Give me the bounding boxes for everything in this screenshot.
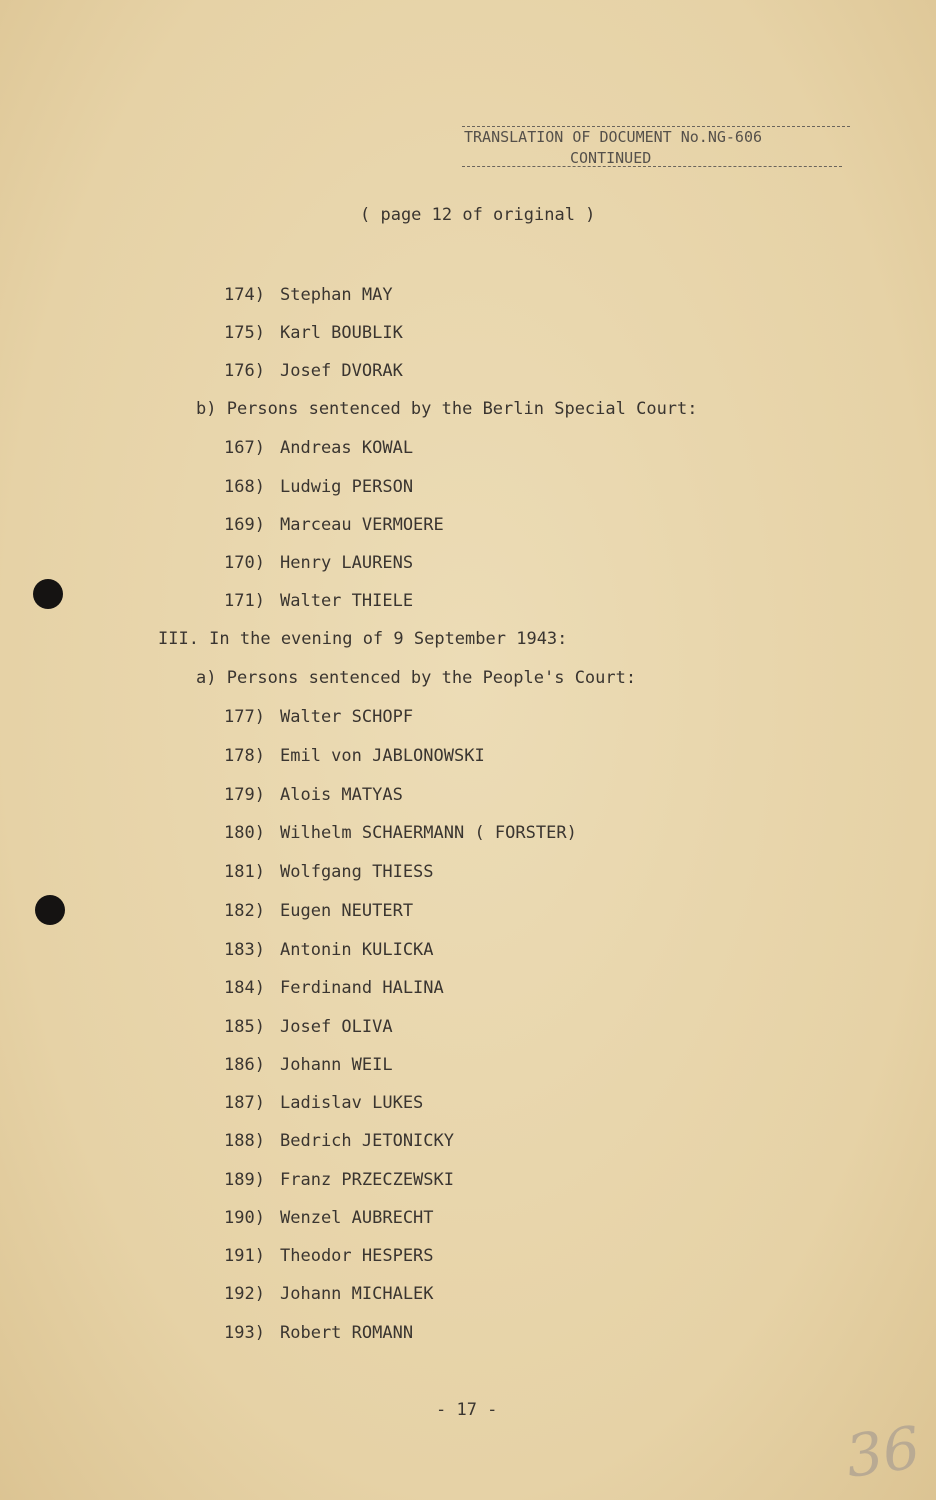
list-item: [224, 1207, 434, 1229]
section-iii-heading: III. In the evening of 9 September 1943:: [158, 629, 568, 649]
punch-hole-upper: [33, 579, 63, 609]
header-bottom-rule: [462, 166, 842, 167]
list-item: [224, 1016, 393, 1038]
list-item: [224, 939, 434, 961]
entry-number: 193): [224, 1323, 265, 1343]
list-item: [224, 745, 485, 767]
list-item: [224, 1054, 393, 1076]
entry-number: 175): [224, 323, 265, 343]
list-item: [224, 1130, 454, 1152]
entry-number: 191): [224, 1246, 265, 1266]
entry-number: 169): [224, 515, 265, 535]
entry-number: 179): [224, 785, 265, 805]
list-item: [224, 476, 413, 498]
entry-number: 181): [224, 862, 265, 882]
entry-number: 170): [224, 553, 265, 573]
entry-name: Bedrich JETONICKY: [280, 1131, 454, 1151]
header-title: TRANSLATION OF DOCUMENT No.NG-606: [464, 128, 763, 146]
list-item: [224, 1169, 454, 1191]
header-top-rule: [462, 126, 850, 127]
entry-name: Eugen NEUTERT: [280, 901, 414, 921]
list-item: [224, 514, 444, 536]
entry-name: Walter THIELE: [280, 591, 414, 611]
entry-number: 190): [224, 1208, 265, 1228]
list-item: [224, 322, 403, 344]
entry-name: Ferdinand HALINA: [280, 978, 444, 998]
entry-name: Johann WEIL: [280, 1055, 393, 1075]
entry-name: Stephan MAY: [280, 285, 393, 305]
list-item: [224, 784, 403, 806]
entry-number: 185): [224, 1017, 265, 1037]
handwritten-page-mark: 36: [841, 1413, 925, 1491]
entry-name: Walter SCHOPF: [280, 707, 414, 727]
list-item: [224, 1092, 423, 1114]
entry-name: Karl BOUBLIK: [280, 323, 403, 343]
entry-name: Josef OLIVA: [280, 1017, 393, 1037]
entry-number: 187): [224, 1093, 265, 1113]
entry-number: 182): [224, 901, 265, 921]
entry-name: Franz PRZECZEWSKI: [280, 1170, 454, 1190]
entry-name: Wenzel AUBRECHT: [280, 1208, 434, 1228]
entry-name: Henry LAURENS: [280, 553, 414, 573]
list-item: [224, 590, 413, 612]
entry-number: 183): [224, 940, 265, 960]
section-a-heading: a) Persons sentenced by the People's Court:: [196, 668, 637, 688]
entry-number: 184): [224, 978, 265, 998]
list-item: [224, 822, 577, 844]
entry-name: Johann MICHALEK: [280, 1284, 434, 1304]
list-item: [224, 1322, 413, 1344]
entry-number: 176): [224, 361, 265, 381]
entry-number: 167): [224, 438, 265, 458]
entry-name: Theodor HESPERS: [280, 1246, 434, 1266]
list-item: [224, 552, 413, 574]
entry-number: 174): [224, 285, 265, 305]
entry-name: Wolfgang THIESS: [280, 862, 434, 882]
punch-hole-lower: [35, 895, 65, 925]
entry-number: 180): [224, 823, 265, 843]
entry-name: Ludwig PERSON: [280, 477, 414, 497]
entry-name: Wilhelm SCHAERMANN ( FORSTER): [280, 823, 577, 843]
list-item: [224, 861, 434, 883]
entry-number: 171): [224, 591, 265, 611]
list-item: [224, 900, 413, 922]
entry-name: Marceau VERMOERE: [280, 515, 444, 535]
entry-number: 192): [224, 1284, 265, 1304]
list-item: [224, 706, 413, 728]
entry-number: 177): [224, 707, 265, 727]
page-of-original-note: ( page 12 of original ): [360, 205, 596, 225]
list-item: [224, 360, 403, 382]
list-item: [224, 977, 444, 999]
entry-name: Andreas KOWAL: [280, 438, 414, 458]
entry-number: 188): [224, 1131, 265, 1151]
entry-name: Alois MATYAS: [280, 785, 403, 805]
list-item: [224, 284, 393, 306]
entry-number: 178): [224, 746, 265, 766]
list-item: [224, 1283, 434, 1305]
list-item: [224, 437, 413, 459]
entry-name: Ladislav LUKES: [280, 1093, 424, 1113]
entry-name: Robert ROMANN: [280, 1323, 414, 1343]
entry-name: Antonin KULICKA: [280, 940, 434, 960]
list-item: [224, 1245, 434, 1267]
page-number: - 17 -: [436, 1400, 498, 1420]
section-b-heading: b) Persons sentenced by the Berlin Special Court:: [196, 399, 698, 419]
entry-name: Josef DVORAK: [280, 361, 403, 381]
entry-name: Emil von JABLONOWSKI: [280, 746, 485, 766]
header-subtitle: CONTINUED: [570, 149, 652, 167]
entry-number: 189): [224, 1170, 265, 1190]
entry-number: 168): [224, 477, 265, 497]
entry-number: 186): [224, 1055, 265, 1075]
